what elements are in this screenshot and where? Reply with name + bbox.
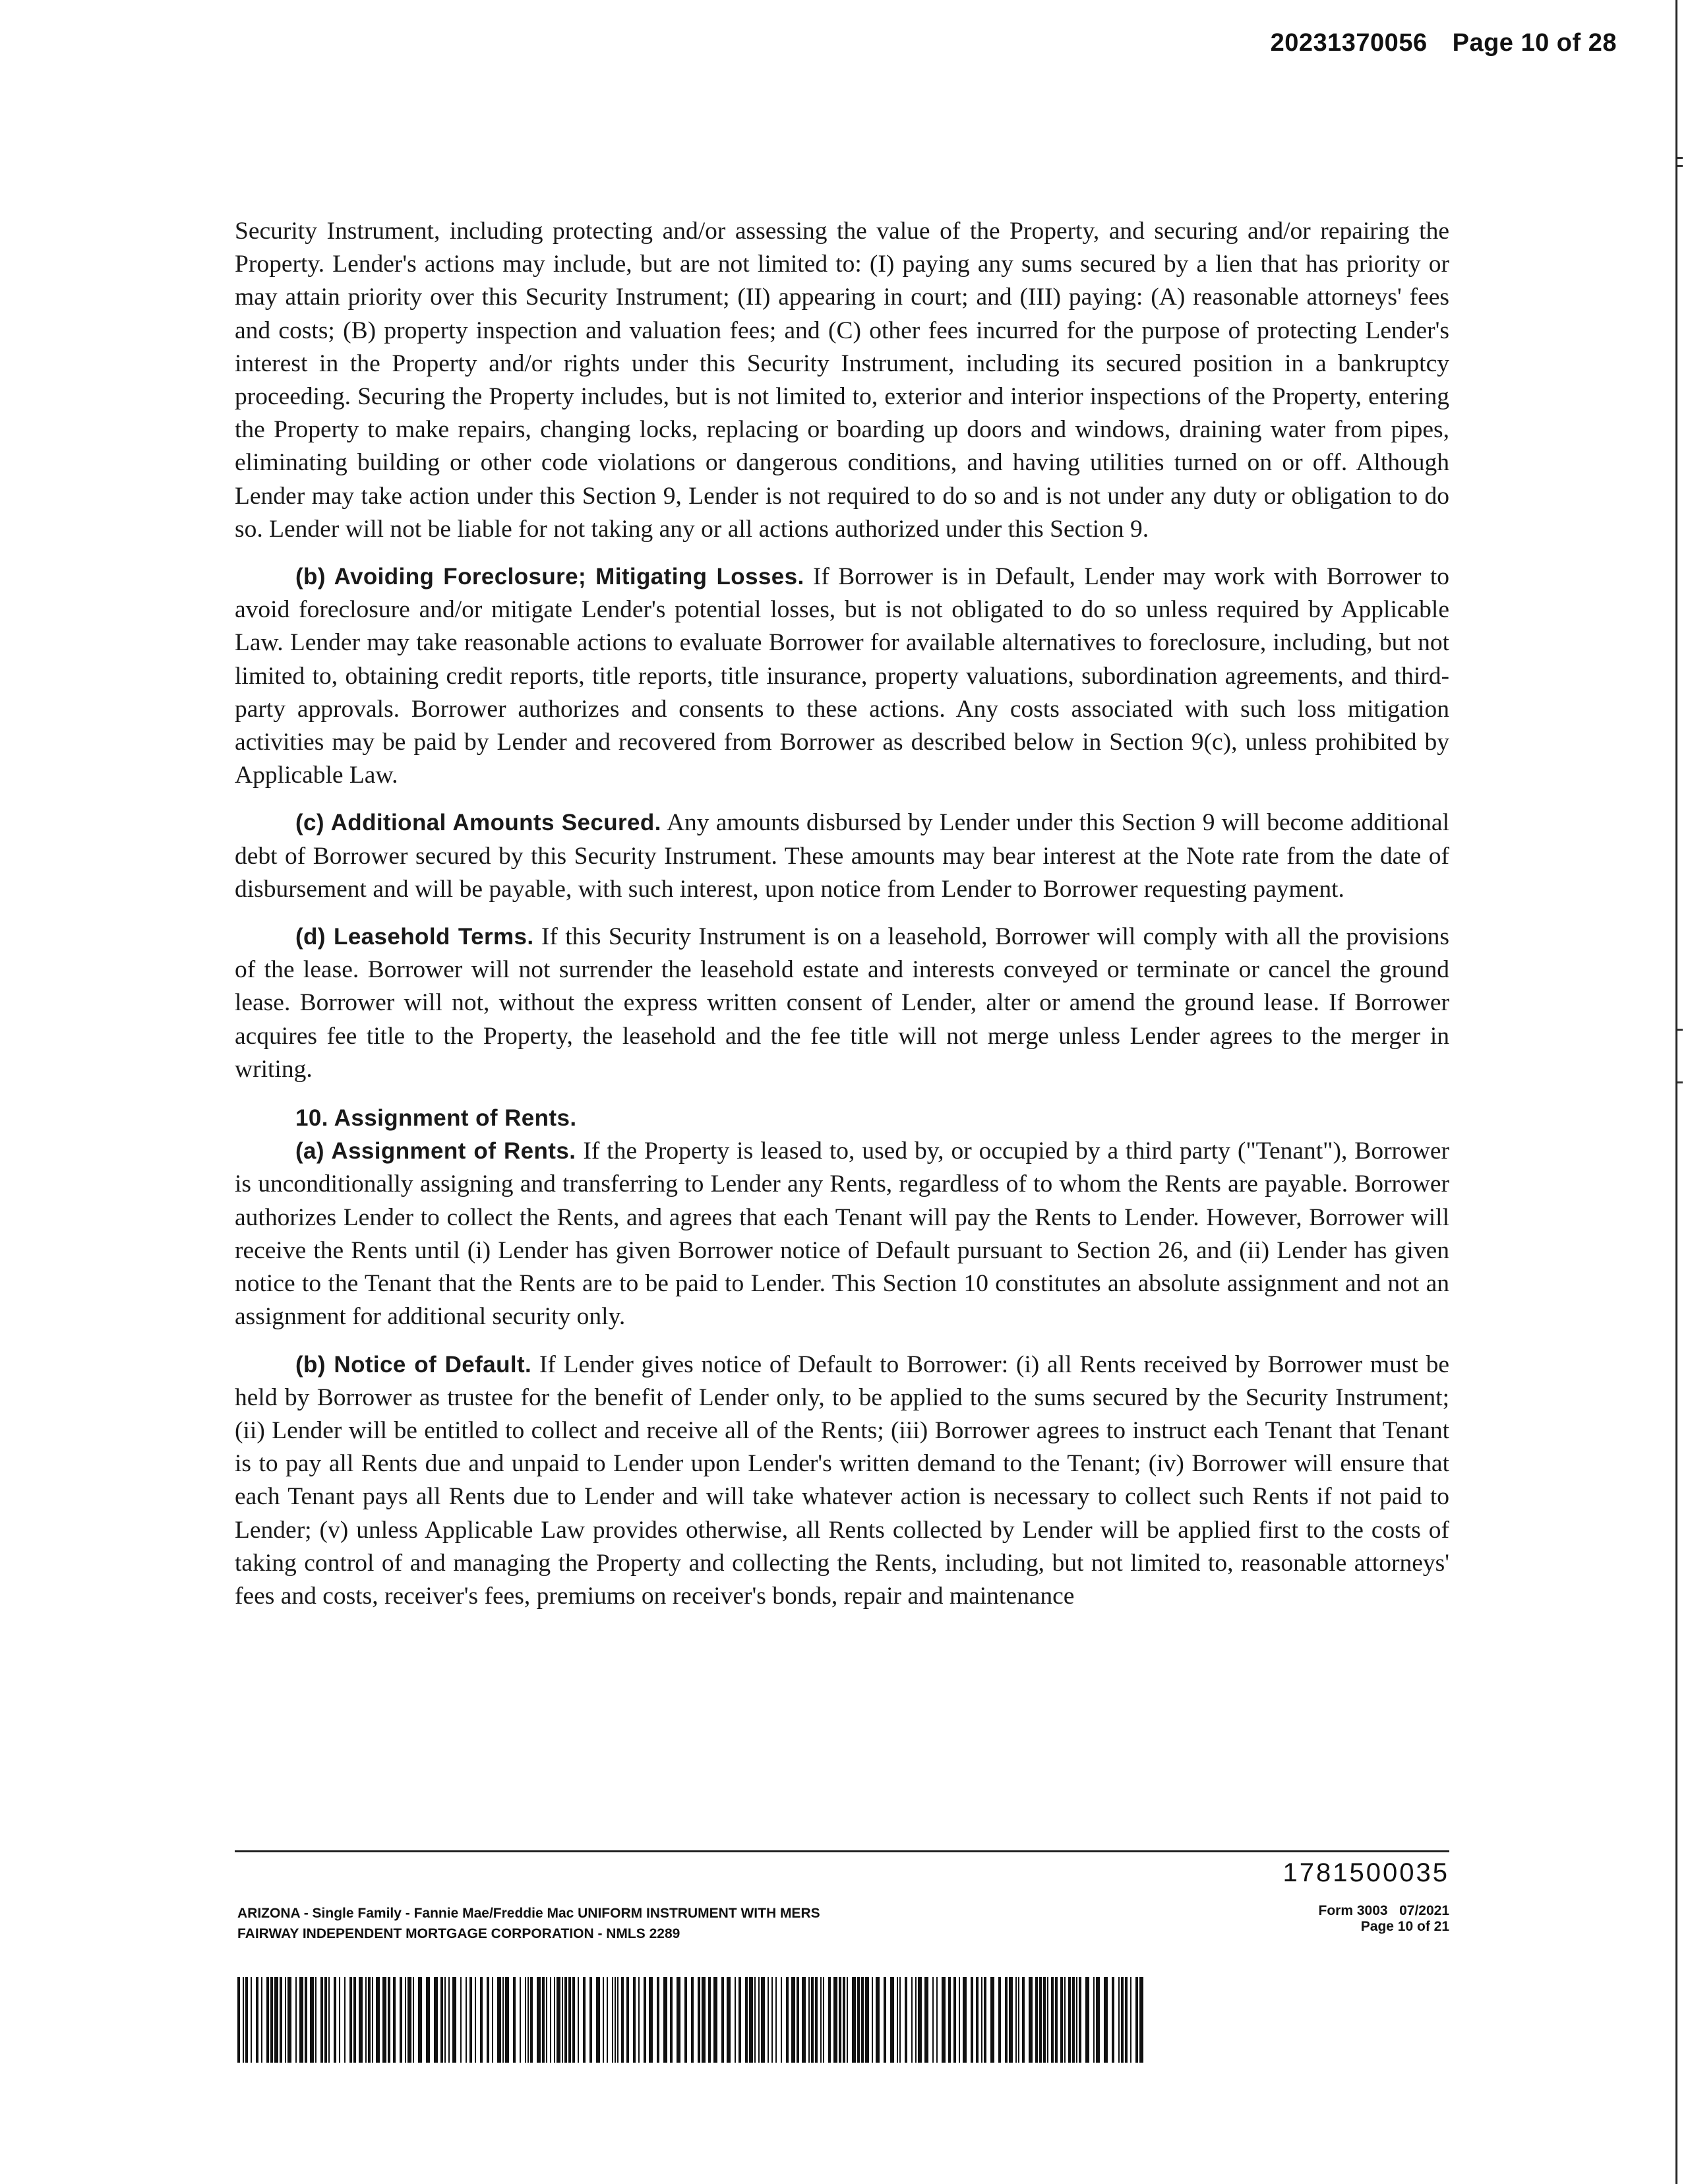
barcode-bar <box>261 1977 262 2063</box>
form-title: ARIZONA - Single Family - Fannie Mae/Freddie Mac UNIFORM INSTRUMENT WITH MERS <box>237 1906 820 1921</box>
barcode-bar <box>359 1977 363 2063</box>
form-info <box>1319 1903 1449 1935</box>
barcode-bar <box>698 1977 700 2063</box>
barcode-bar <box>932 1977 934 2063</box>
barcode-bar <box>781 1977 782 2063</box>
barcode-bar <box>274 1977 278 2063</box>
barcode-bar <box>1043 1977 1046 2063</box>
barcode-bar <box>990 1977 994 2063</box>
barcode-bar <box>761 1977 765 2063</box>
barcode-bar <box>388 1977 390 2063</box>
barcode-bar <box>245 1977 248 2063</box>
barcode-bar <box>299 1977 303 2063</box>
barcode-bar <box>466 1977 467 2063</box>
barcode-bar <box>266 1977 269 2063</box>
barcode-bar <box>578 1977 579 2063</box>
edge-tick <box>1677 157 1683 159</box>
barcode-bar <box>924 1977 928 2063</box>
barcode-bar <box>626 1977 629 2063</box>
barcode-bar <box>480 1977 483 2063</box>
barcode-bar <box>440 1977 443 2063</box>
lender-name: FAIRWAY INDEPENDENT MORTGAGE CORPORATION - NMLS 2289 <box>237 1926 680 1941</box>
barcode-bar <box>1079 1977 1081 2063</box>
barcode-bar <box>550 1977 551 2063</box>
barcode-bar <box>324 1977 327 2063</box>
barcode-bar <box>607 1977 608 2063</box>
barcode-bar <box>727 1977 731 2063</box>
barcode-bar <box>497 1977 501 2063</box>
barcode-bar <box>1015 1977 1017 2063</box>
barcode-bar <box>492 1977 493 2063</box>
barcode-bar <box>644 1977 646 2063</box>
barcode-bar <box>400 1977 402 2063</box>
paragraph-9c <box>235 806 1449 906</box>
paragraph-10a <box>235 1135 1449 1333</box>
barcode-bar <box>603 1977 604 2063</box>
barcode-bar <box>557 1977 560 2063</box>
barcode-bar <box>344 1977 346 2063</box>
barcode-bar <box>953 1977 956 2063</box>
barcode-bar <box>349 1977 352 2063</box>
barcode-bar <box>328 1977 330 2063</box>
heading-10a: (a) Assignment of Rents. <box>295 1138 576 1165</box>
barcode-bar <box>899 1977 901 2063</box>
barcode-bar <box>368 1977 371 2063</box>
barcode-bar <box>684 1977 687 2063</box>
page-number: Page 10 of 28 <box>1452 29 1617 57</box>
barcode-bar <box>505 1977 509 2063</box>
barcode-bar <box>976 1977 979 2063</box>
barcode-bar <box>1104 1977 1108 2063</box>
barcode-bar <box>959 1977 960 2063</box>
barcode-bar <box>537 1977 541 2063</box>
barcode-bar <box>948 1977 951 2063</box>
barcode-bar <box>677 1977 680 2063</box>
barcode-bar <box>426 1977 430 2063</box>
barcode-bar <box>564 1977 567 2063</box>
paragraph-section9a-continued: Security Instrument, including protecting and/or assessing the value of the Property, and securing and/or repairing the Property. Lender's actions may include, but are not limited to: (I) paying any sums secured by a lien that has priority or may attain priority over this Security Instrument; (II) appearing in court; and (III) paying: (A) reasonable attorneys' fees and costs; (B) property inspection and valuation fees; and (C) other fees incurred for the purpose of protecting Lender's interest in the Property and/or rights under this Security Instrument, including its secured position in a bankruptcy proceeding. Securing the Property includes, but is not limited to, exterior and interior inspections of the Property, entering the Property to make repairs, changing locks, replacing or boarding up doors and windows, draining water from pipes, eliminating building or other code violations or dangerous conditions, and having utilities turned on or off. Although Lender may take action under this Section 9, Lender is not required to do so and is not under any duty or obligation to do so. Lender will not be liable for not taking any or all actions authorized under this Section 9. <box>235 218 1449 543</box>
barcode-bar <box>911 1977 913 2063</box>
barcode-bar <box>382 1977 386 2063</box>
barcode-bar <box>702 1977 706 2063</box>
barcode <box>237 1977 1145 2063</box>
barcode-bar <box>802 1977 806 2063</box>
barcode-bar <box>460 1977 462 2063</box>
barcode-bar <box>771 1977 773 2063</box>
barcode-bar <box>365 1977 367 2063</box>
heading-section-10: 10. Assignment of Rents. <box>295 1105 577 1132</box>
barcode-bar <box>617 1977 618 2063</box>
barcode-bar <box>612 1977 613 2063</box>
barcode-bar <box>376 1977 380 2063</box>
barcode-bar <box>745 1977 748 2063</box>
barcode-bar <box>633 1977 636 2063</box>
barcode-bar <box>353 1977 356 2063</box>
barcode-bar <box>562 1977 563 2063</box>
barcode-bar <box>984 1977 986 2063</box>
barcode-bar <box>520 1977 521 2063</box>
barcode-bar <box>1039 1977 1042 2063</box>
barcode-bar <box>884 1977 886 2063</box>
heading-10b: (b) Notice of Default. <box>295 1351 532 1378</box>
barcode-bar <box>469 1977 472 2063</box>
barcode-bar <box>448 1977 450 2063</box>
barcode-bar <box>405 1977 406 2063</box>
barcode-bar <box>1118 1977 1120 2063</box>
document-number: 20231370056 <box>1270 29 1428 57</box>
barcode-bar <box>320 1977 323 2063</box>
barcode-bar <box>1029 1977 1033 2063</box>
barcode-bar <box>1068 1977 1071 2063</box>
barcode-bar <box>243 1977 244 2063</box>
barcode-bar <box>735 1977 736 2063</box>
barcode-bar <box>434 1977 438 2063</box>
barcode-bar <box>596 1977 600 2063</box>
heading-9d: (d) Leasehold Terms. <box>295 924 534 950</box>
barcode-bar <box>339 1977 340 2063</box>
barcode-bar <box>691 1977 694 2063</box>
barcode-bar <box>861 1977 864 2063</box>
barcode-bar <box>444 1977 446 2063</box>
barcode-bar <box>1022 1977 1025 2063</box>
barcode-bar <box>811 1977 814 2063</box>
barcode-bar <box>915 1977 917 2063</box>
barcode-bar <box>749 1977 753 2063</box>
barcode-bar <box>393 1977 396 2063</box>
barcode-bar <box>572 1977 575 2063</box>
barcode-bar <box>670 1977 673 2063</box>
barcode-bar <box>786 1977 789 2063</box>
barcode-bar <box>310 1977 314 2063</box>
barcode-bar <box>876 1977 880 2063</box>
barcode-bar <box>1055 1977 1058 2063</box>
barcode-bar <box>1064 1977 1066 2063</box>
barcode-bar <box>890 1977 894 2063</box>
text-10b: If Lender gives notice of Default to Borrower: (i) all Rents received by Borrower must be held by Borrower as trustee for the benefit of Lender only, to be applied to the sums secured by the Security Instrument; (ii) Lender will be entitled to collect and receive all of the Rents; (iii) Borrower agrees to instruct each Tenant that Tenant is to pay all Rents due and unpaid to Lender upon Lender's written demand to the Tenant; (iv) Borrower will ensure that each Tenant pays all Rents due to Lender and will take whatever action is necessary to collect such Rents if not paid to Lender; (v) unless Applicable Law provides otherwise, all Rents collected by Lender will be applied first to the costs of taking control of and managing the Property and collecting the Rents, including, but not limited to, reasonable attorneys' fees and costs, receiver's fees, premiums on receiver's bonds, repair and maintenance <box>235 1350 1449 1610</box>
barcode-bar <box>1121 1977 1124 2063</box>
barcode-bar <box>1035 1977 1038 2063</box>
barcode-bar <box>502 1977 504 2063</box>
barcode-bar <box>1076 1977 1077 2063</box>
barcode-bar <box>872 1977 873 2063</box>
barcode-bar <box>1139 1977 1143 2063</box>
barcode-bar <box>1085 1977 1089 2063</box>
barcode-bar <box>738 1977 741 2063</box>
section-10-title <box>235 1102 1449 1135</box>
barcode-bar <box>270 1977 273 2063</box>
barcode-bar <box>546 1977 547 2063</box>
barcode-bar <box>315 1977 316 2063</box>
barcode-bar <box>852 1977 856 2063</box>
barcode-bar <box>525 1977 526 2063</box>
barcode-bar <box>971 1977 973 2063</box>
form-page: Page 10 of 21 <box>1360 1919 1449 1934</box>
barcode-bar <box>615 1977 616 2063</box>
paragraph-10b <box>235 1349 1449 1614</box>
barcode-bar <box>621 1977 624 2063</box>
barcode-bar <box>513 1977 516 2063</box>
barcode-bar <box>251 1977 252 2063</box>
text-9d: If this Security Instrument is on a leasehold, Borrower will comply with all the provisions of the lease. Borrower will not surrender the leasehold estate and interests conveyed or terminate or cancel the ground lease. Borrower will not, without the express written consent of Lender, alter or amend the ground lease. If Borrower acquires fee title to the Property, the leasehold and the fee title will not merge unless Lender agrees to the merger in writing. <box>235 923 1450 1083</box>
text-10a: If the Property is leased to, used by, or occupied by a third party ("Tenant"), Borrower is unconditionally assigning and transferring to Lender any Rents, regardless of to whom the Rents are payable. Borrower authorizes Lender to collect the Rents, and agrees that each Tenant will pay the Rents to Lender. However, Borrower will receive the Rents until (i) Lender has given Borrower notice of Default pursuant to Section 26, and (ii) Lender has given notice to the Tenant that the Rents are to be paid to Lender. This Section 10 constitutes an absolute assignment and not an assignment for additional security only. <box>235 1138 1450 1331</box>
barcode-bar <box>280 1977 282 2063</box>
loan-number: 1781500035 <box>1282 1858 1449 1887</box>
barcode-bar <box>568 1977 571 2063</box>
barcode-bar <box>1047 1977 1048 2063</box>
barcode-bar <box>905 1977 907 2063</box>
barcode-bar <box>1018 1977 1019 2063</box>
barcode-bar <box>407 1977 411 2063</box>
page-edge-line <box>1675 0 1677 2184</box>
barcode-bar <box>285 1977 286 2063</box>
barcode-bar <box>942 1977 946 2063</box>
barcode-bar <box>708 1977 711 2063</box>
barcode-bar <box>839 1977 841 2063</box>
barcode-bar <box>918 1977 922 2063</box>
barcode-bar <box>589 1977 592 2063</box>
barcode-bar <box>808 1977 810 2063</box>
barcode-bar <box>754 1977 756 2063</box>
barcode-bar <box>721 1977 724 2063</box>
barcode-bar <box>305 1977 307 2063</box>
barcode-bar <box>528 1977 529 2063</box>
barcode-bar <box>797 1977 799 2063</box>
heading-9c: (c) Additional Amounts Secured. <box>295 810 661 836</box>
barcode-bar <box>334 1977 336 2063</box>
barcode-bar <box>1112 1977 1114 2063</box>
barcode-bar <box>936 1977 938 2063</box>
barcode-bar <box>487 1977 489 2063</box>
barcode-bar <box>857 1977 860 2063</box>
barcode-bar <box>583 1977 586 2063</box>
barcode-bar <box>256 1977 258 2063</box>
barcode-bar <box>998 1977 1001 2063</box>
barcode-bar <box>1096 1977 1100 2063</box>
barcode-bar <box>475 1977 476 2063</box>
document-body <box>235 215 1449 1613</box>
text-9b: If Borrower is in Default, Lender may work with Borrower to avoid foreclosure and/or mitigate Lender's potential losses, but is not obligated to do so unless required by Applicable Law. Lender may take reasonable actions to evaluate Borrower for available alternatives to foreclosure, including, but not limited to, obtaining credit reports, title reports, title insurance, property valuations, subordination agreements, and third-party approvals. Borrower authorizes and consents to these actions. Any costs associated with such loss mitigation activities may be paid by Lender and recovered from Borrower as described below in Section 9(c), unless prohibited by Applicable Law. <box>235 563 1450 789</box>
barcode-bar <box>758 1977 760 2063</box>
barcode-bar <box>713 1977 717 2063</box>
barcode-bar <box>649 1977 653 2063</box>
text-9c: Any amounts disbursed by Lender under this Section 9 will become additional debt of Borrower secured by this Security Instrument. These amounts may bear interest at the Note rate from the date of disbursement and will be payable, with such interest, upon notice from Lender to Borrower requesting payment. <box>235 809 1449 903</box>
barcode-bar <box>413 1977 414 2063</box>
barcode-bar <box>657 1977 659 2063</box>
barcode-bar <box>833 1977 837 2063</box>
barcode-bar <box>1060 1977 1063 2063</box>
barcode-bar <box>823 1977 824 2063</box>
barcode-bar <box>791 1977 795 2063</box>
barcode-bar <box>897 1977 898 2063</box>
form-description <box>237 1903 820 1944</box>
barcode-bar <box>847 1977 848 2063</box>
barcode-bar <box>1051 1977 1054 2063</box>
paragraph-9d <box>235 921 1449 1086</box>
barcode-bar <box>287 1977 291 2063</box>
edge-tick <box>1677 165 1683 167</box>
barcode-bar <box>1135 1977 1138 2063</box>
recording-stamp <box>1271 29 1617 57</box>
barcode-bar <box>530 1977 533 2063</box>
barcode-bar <box>1093 1977 1095 2063</box>
form-id: Form 3003 07/2021 <box>1318 1903 1449 1918</box>
barcode-bar <box>768 1977 769 2063</box>
barcode-bar <box>815 1977 818 2063</box>
barcode-bar <box>237 1977 240 2063</box>
barcode-bar <box>372 1977 373 2063</box>
heading-9b: (b) Avoiding Foreclosure; Mitigating Losses. <box>295 564 804 590</box>
barcode-bar <box>820 1977 822 2063</box>
barcode-bar <box>981 1977 982 2063</box>
barcode-bar <box>828 1977 831 2063</box>
barcode-bar <box>452 1977 456 2063</box>
barcode-bar <box>1009 1977 1013 2063</box>
edge-tick <box>1677 1081 1683 1083</box>
footer-divider <box>235 1850 1449 1852</box>
barcode-bar <box>554 1977 555 2063</box>
barcode-bar <box>843 1977 845 2063</box>
paragraph-9b <box>235 561 1449 792</box>
barcode-bar <box>775 1977 777 2063</box>
barcode-bar <box>295 1977 297 2063</box>
barcode-bar <box>638 1977 640 2063</box>
barcode-bar <box>663 1977 667 2063</box>
barcode-bar <box>1125 1977 1128 2063</box>
barcode-bar <box>865 1977 869 2063</box>
barcode-bar <box>1072 1977 1075 2063</box>
barcode-bar <box>418 1977 422 2063</box>
barcode-bar <box>1130 1977 1131 2063</box>
barcode-bar <box>1005 1977 1008 2063</box>
edge-tick <box>1677 1029 1683 1031</box>
barcode-bar <box>963 1977 967 2063</box>
barcode-bar <box>542 1977 545 2063</box>
